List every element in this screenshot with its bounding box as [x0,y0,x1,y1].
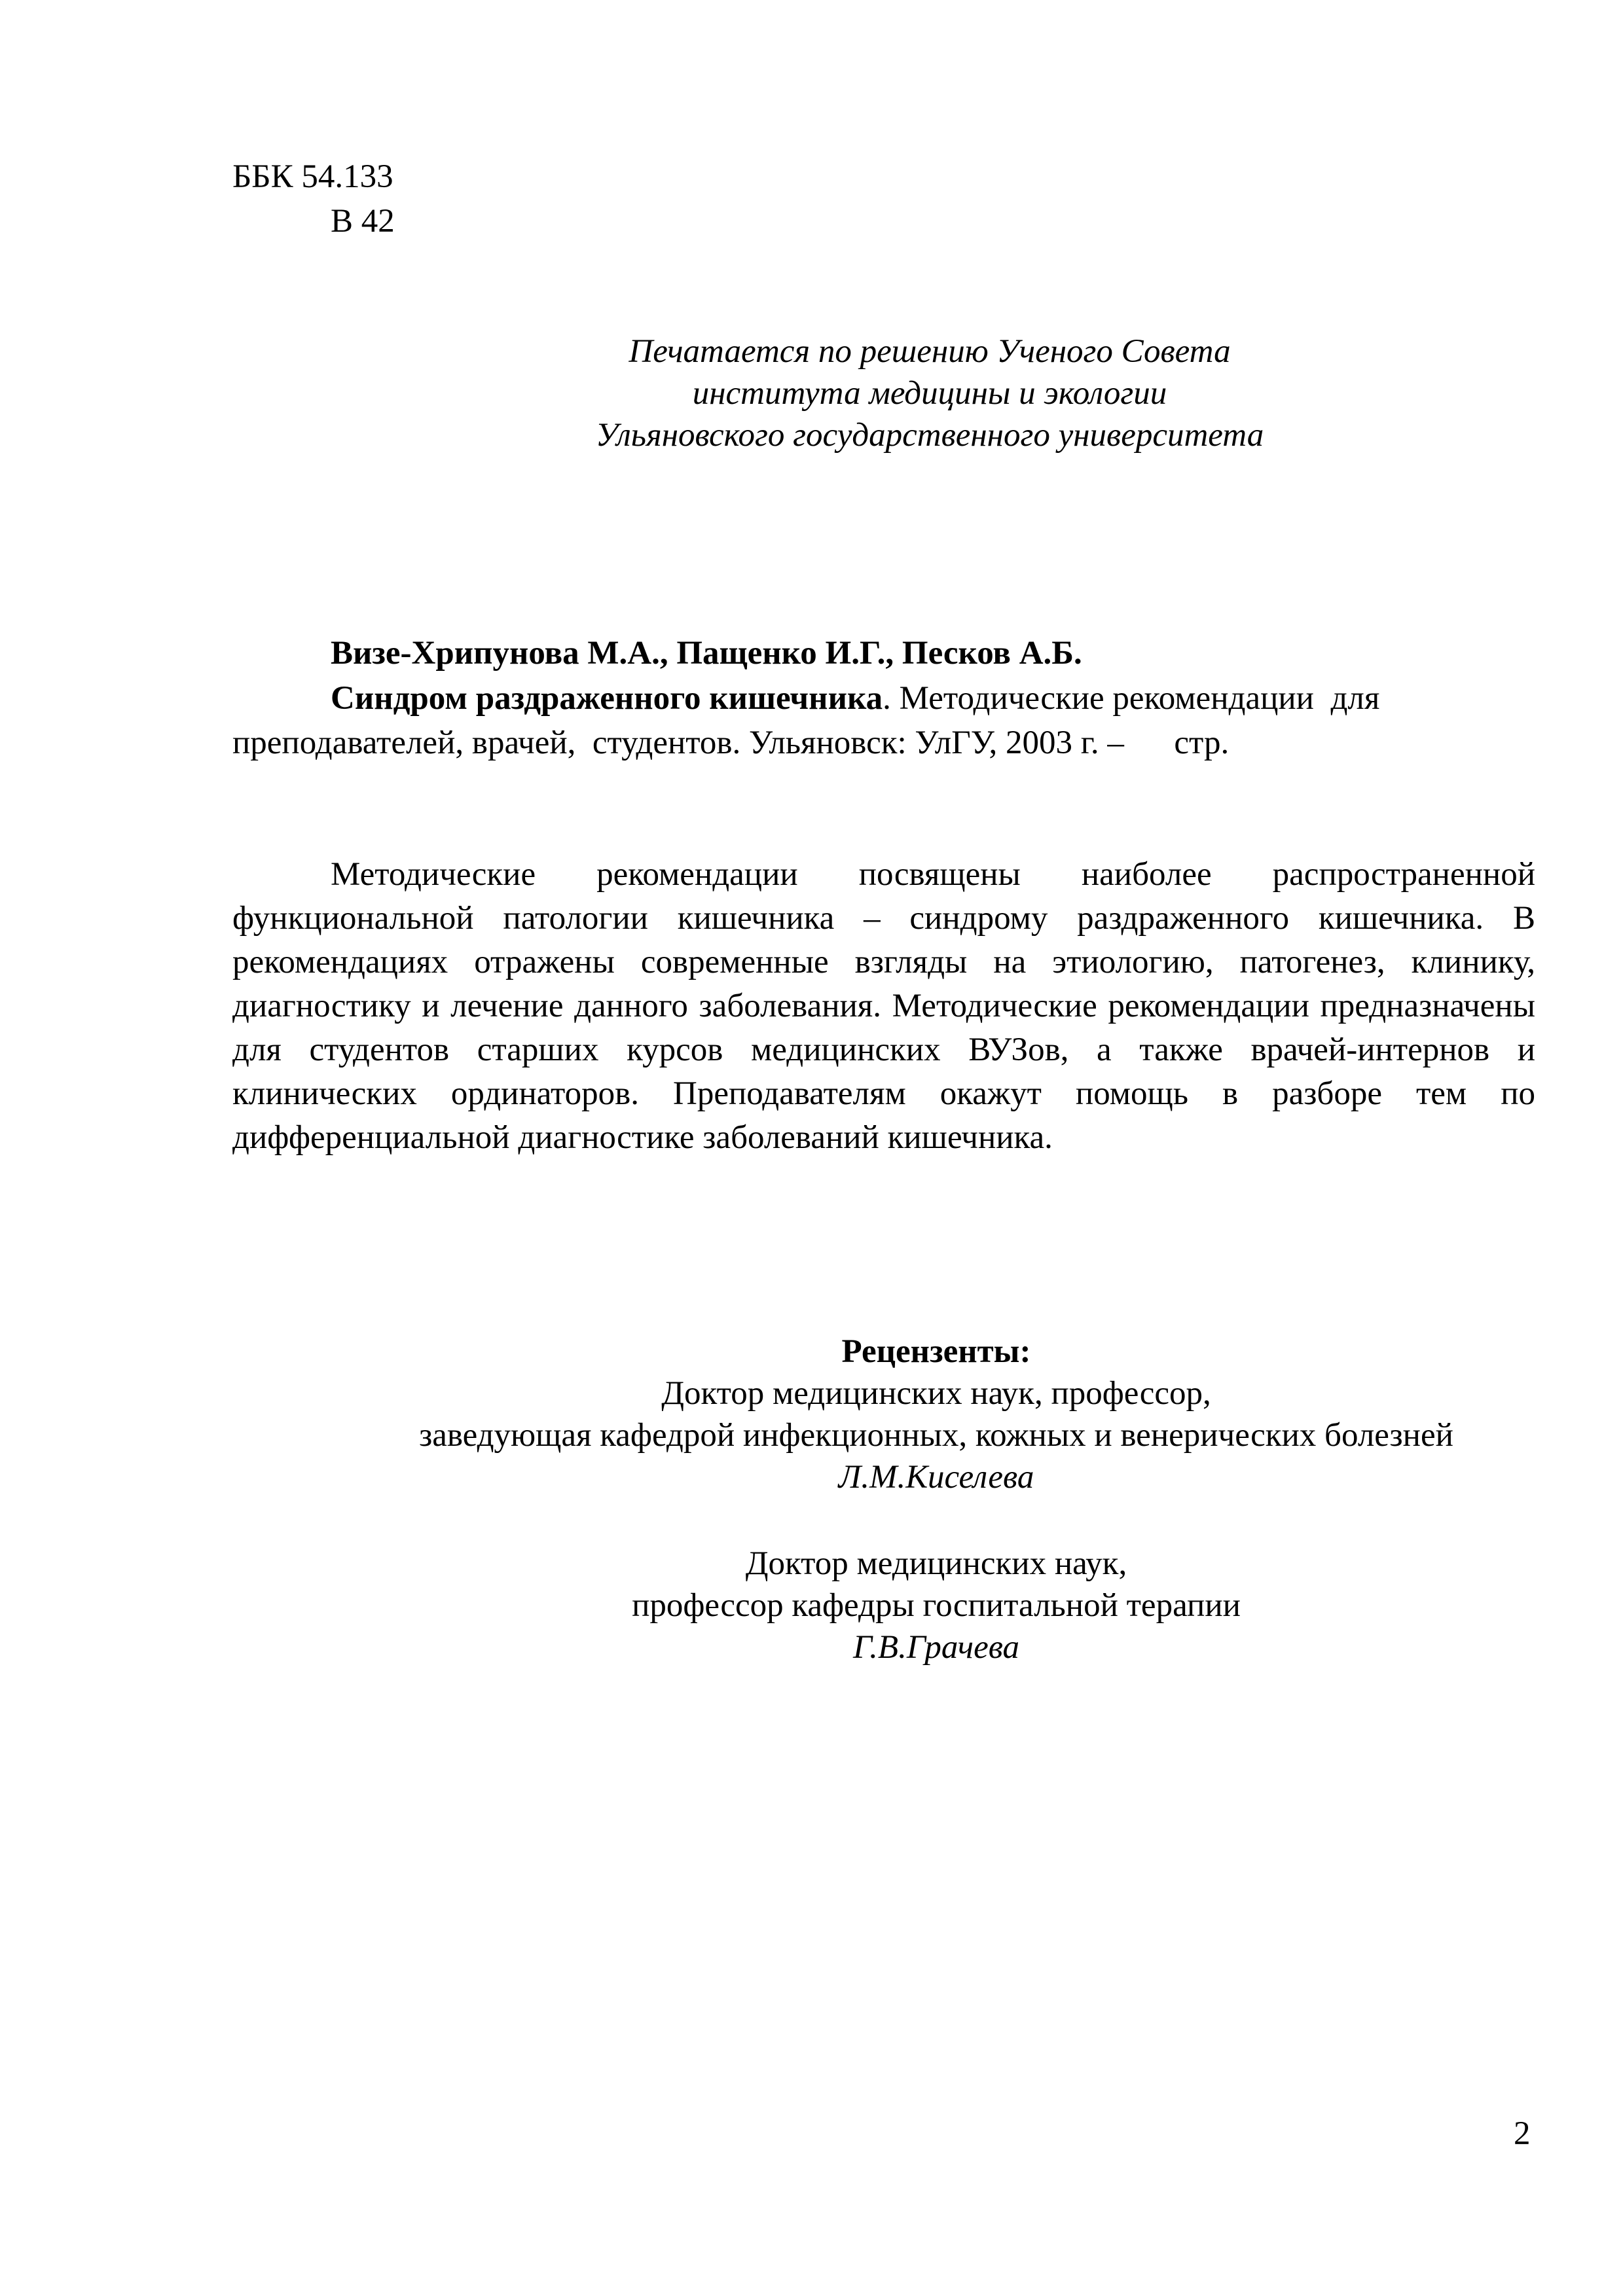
reviewer2-name: Г.В.Грачева [852,1629,1019,1666]
book-title: Синдром раздраженного кишечника [331,680,883,717]
author-sign-code: В 42 [331,203,395,240]
bibliographic-title-line [331,677,1535,719]
reviewers-block [262,1331,1611,1668]
reviewers-spacer [262,1498,1611,1543]
approval-line-2: института медицины и экологии [692,375,1167,412]
book-description-part2: преподавателей, врачей, студентов. Ульяновск: УлГУ, 2003 г. – стр. [232,725,1230,761]
reviewer1-degree: Доктор медицинских наук, профессор, [661,1375,1211,1412]
approval-line-3: Ульяновского государственного университета [595,417,1264,454]
reviewers-heading: Рецензенты: [841,1333,1031,1370]
abstract-paragraph: Методические рекомендации посвящены наиболее распространенной функциональной патологии кишечника – синдрому раздраженного кишечника. В рекомендациях отражены современные взгляды на этиологию, патогенез, клинику, диагностику и лечение данного заболевания. Методические рекомендации предназначены для студентов старших курсов медицинских ВУЗов, а также врачей-интернов и клинических ординаторов. Преподавателям окажут помощь в разборе тем по дифференциальной диагностике заболеваний кишечника. [232,856,1535,1156]
reviewer1-position: заведующая кафедрой инфекционных, кожных и венерических болезней [419,1417,1453,1454]
reviewer2-degree: Доктор медицинских наук, [745,1545,1127,1582]
book-description-part1: . Методические рекомендации для [883,680,1380,717]
approval-line-1: Печатается по решению Ученого Совета [629,333,1231,370]
reviewer1-name: Л.М.Киселева [838,1459,1034,1496]
reviewer2-position: профессор кафедры госпитальной терапии [632,1587,1241,1624]
bbk-code: ББК 54.133 [232,158,393,195]
approval-statement [458,331,1401,456]
authors: Визе-Хрипунова М.А., Пащенко И.Г., Песков А.Б. [331,635,1082,672]
page-number: 2 [1514,2115,1531,2152]
